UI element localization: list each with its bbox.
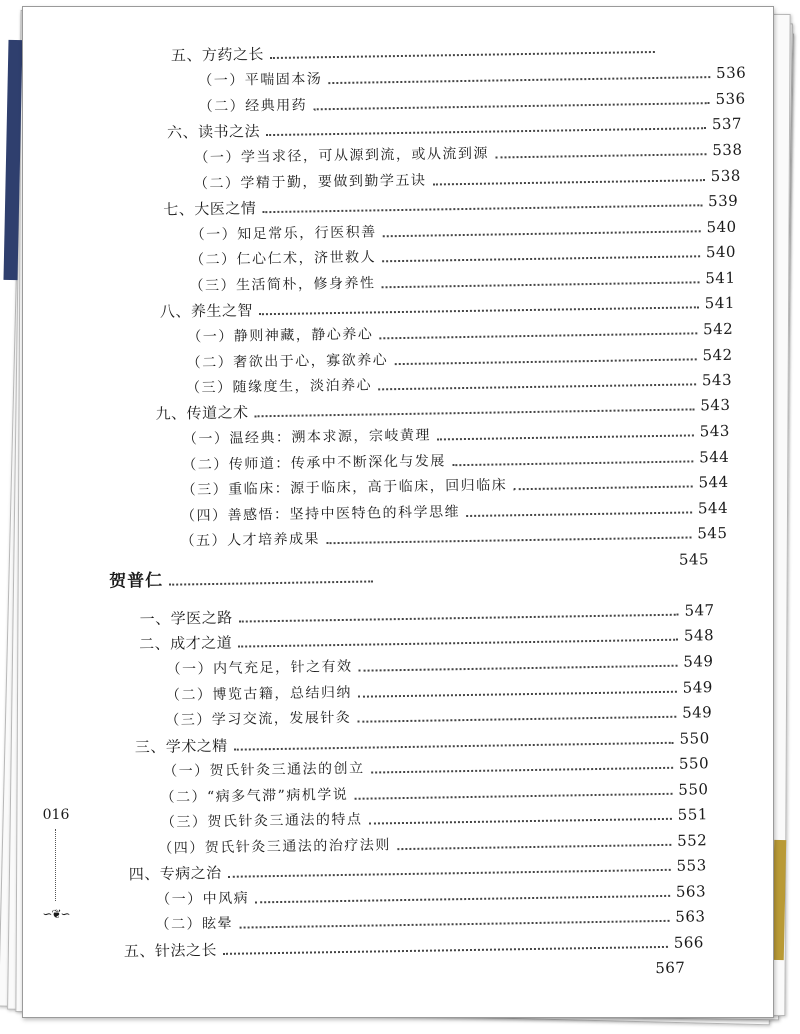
toc-subsection: （一）贺氏针灸三通法的创立 550 <box>163 754 710 780</box>
toc-section: 五、方药之长 <box>171 33 661 65</box>
toc-section: 六、读书之法 537 <box>166 114 743 142</box>
leader-dots <box>358 691 677 698</box>
toc-subsection: （一）知足常乐，行医积善 540 <box>190 217 737 244</box>
leader-dots <box>326 536 691 544</box>
leader-dots <box>397 844 671 850</box>
toc-page-continuation: 545 <box>678 550 710 569</box>
leader-dots <box>452 460 693 466</box>
leader-dots <box>169 580 373 585</box>
leader-dots <box>382 281 700 288</box>
toc-subsection: （三）贺氏针灸三通法的特点 551 <box>160 805 709 831</box>
toc-subsection: （二）学精于勤，要做到勤学五诀 538 <box>193 166 741 193</box>
toc-page-continuation: 567 <box>655 958 686 978</box>
toc-subsection: （四）贺氏针灸三通法的治疗法则 552 <box>158 831 708 857</box>
toc-subsection: （二）奢欲出于心，寡欲养心 542 <box>186 345 733 372</box>
toc-subsection: （一）内气充足，针之有效 549 <box>166 652 714 678</box>
toc-subsection: （一）静则神藏，静心养心 542 <box>187 319 734 346</box>
leader-dots <box>466 511 692 517</box>
leader-dots <box>357 716 676 723</box>
leader-dots <box>368 818 671 825</box>
toc-page <box>22 6 774 1018</box>
table-of-contents <box>22 6 774 1018</box>
leader-dots <box>359 665 678 672</box>
page-folio <box>31 807 81 921</box>
toc-subsection: （五）人才培养成果 545 <box>180 523 728 550</box>
leader-dots <box>328 76 710 84</box>
toc-subsection: （三）随缘度生，淡泊养心 543 <box>185 370 733 397</box>
toc-subsection: （一）学当求径，可从源到流，或从流到源 538 <box>194 140 743 167</box>
toc-section: 二、成才之道 548 <box>138 626 715 654</box>
toc-chapter-heading: 贺普仁 <box>109 562 379 590</box>
leader-dots <box>379 332 697 339</box>
leader-dots <box>266 127 706 136</box>
leader-dots <box>223 946 668 955</box>
leader-dots <box>432 179 704 185</box>
leader-dots <box>437 434 694 440</box>
toc-section: 七、大医之情 539 <box>163 191 739 219</box>
folio-dotted-rule <box>55 829 56 901</box>
toc-subsection: （四）善感悟：坚持中医特色的科学思维 544 <box>180 498 729 525</box>
toc-subsection: （三）学习交流，发展针灸 549 <box>165 703 713 729</box>
toc-subsection: （一）中风病 563 <box>156 882 707 908</box>
toc-section: 一、学医之路 547 <box>139 601 715 629</box>
toc-subsection: （二）眩晕 563 <box>155 907 706 933</box>
leader-dots <box>495 153 706 158</box>
leader-dots <box>238 639 678 648</box>
toc-section: 三、学术之精 550 <box>134 729 710 757</box>
toc-subsection: （三）生活简朴，修身养性 541 <box>189 268 736 295</box>
toc-subsection: （二）仁心仁术，济世救人 540 <box>189 242 737 269</box>
page-number: 016 <box>42 807 70 823</box>
toc-subsection: （一）温经典：溯本求源，宗岐黄理 543 <box>182 421 730 448</box>
leader-dots <box>513 485 692 490</box>
ornament-icon: ∽❦∽ <box>42 907 70 921</box>
leader-dots <box>382 255 700 262</box>
leader-dots <box>394 358 696 365</box>
toc-subsection: （二）“病多气滞”病机学说 550 <box>160 780 709 806</box>
toc-section: 五、针法之长 566 <box>123 933 705 961</box>
toc-section: 八、养生之智 541 <box>159 293 735 321</box>
toc-section: 四、专病之治 553 <box>128 856 707 884</box>
leader-dots <box>378 383 696 390</box>
leader-dots <box>255 408 695 417</box>
toc-subsection: （三）重临床：源于临床，高于临床，回归临床 544 <box>181 472 729 499</box>
leader-dots <box>259 306 699 315</box>
toc-subsection: （二）传师道：传承中不断深化与发展 544 <box>182 447 730 474</box>
leader-dots <box>371 767 673 774</box>
leader-dots <box>239 920 669 929</box>
leader-dots <box>228 869 671 878</box>
toc-subsection: （二）博览古籍，总结归纳 549 <box>165 678 714 704</box>
toc-subsection: （一）平喘固本汤 536 <box>198 63 747 90</box>
toc-section: 九、传道之术 543 <box>155 395 731 423</box>
leader-dots <box>270 51 655 59</box>
leader-dots <box>354 793 672 800</box>
leader-dots <box>383 230 701 237</box>
leader-dots <box>262 204 702 213</box>
toc-subsection: （二）经典用药 536 <box>198 89 746 116</box>
